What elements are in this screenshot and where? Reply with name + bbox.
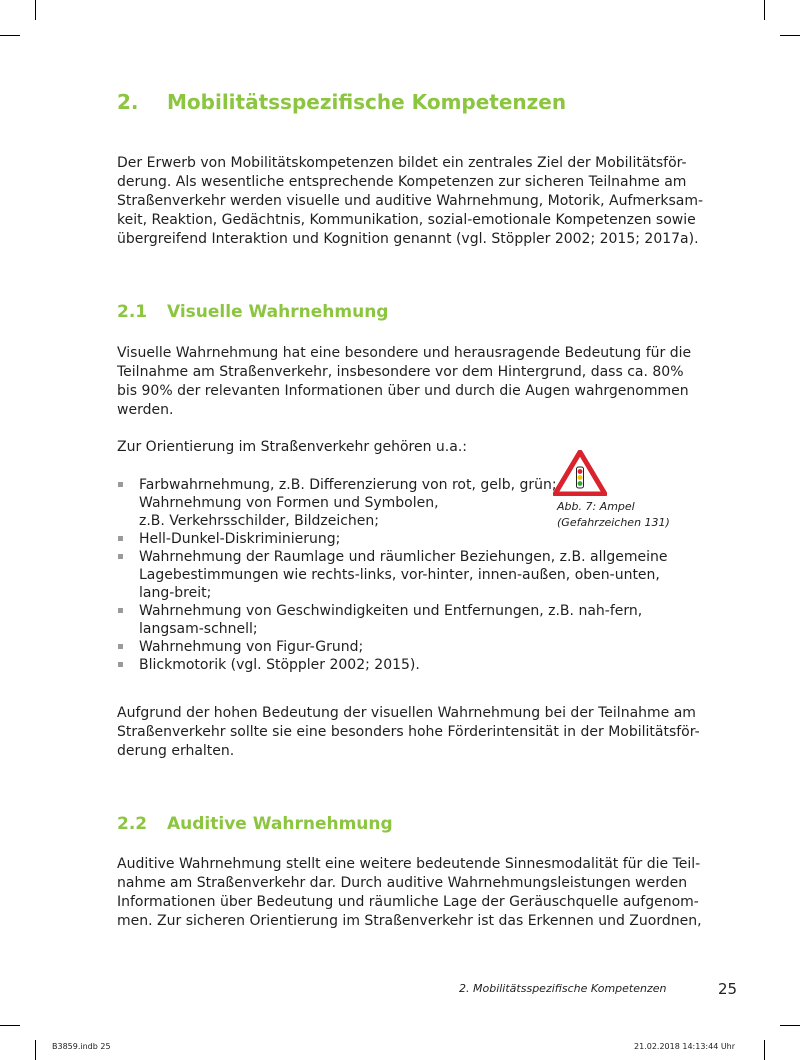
list-item — [117, 548, 666, 602]
chapter-title: Mobilitätsspezifische Kompetenzen — [167, 90, 567, 114]
crop-mark — [764, 1040, 765, 1060]
bullet-icon — [118, 482, 123, 487]
section-heading-2-2 — [117, 814, 393, 834]
figure-caption — [557, 499, 670, 531]
text-line: übergreifend Interaktion und Kognition genannt (vgl. Stöppler 2002; 2015; 2017a). — [117, 231, 699, 247]
page-number: 25 — [718, 980, 738, 998]
list-item — [117, 638, 666, 656]
text-line: Visuelle Wahrnehmung hat eine besondere und herausragende Bedeutung für die — [117, 345, 692, 361]
text-line: bis 90% der relevanten Informationen über und durch die Augen wahrgenommen — [117, 383, 689, 399]
section-number: 2.2 — [117, 814, 148, 834]
text-line: Lagebestimmungen wie rechts-links, vor-hinter, innen-außen, oben-unten, — [139, 567, 660, 583]
crop-mark — [780, 35, 800, 36]
auditive-paragraph — [117, 855, 702, 931]
text-line: Der Erwerb von Mobilitätskompetenzen bildet ein zentrales Ziel der Mobilitätsför- — [117, 155, 687, 171]
section-number: 2.1 — [117, 302, 148, 322]
text-line: lang-breit; — [139, 585, 212, 601]
text-line: Farbwahrnehmung, z.B. Differenzierung von rot, gelb, grün; — [139, 477, 557, 493]
bullet-icon — [118, 662, 123, 667]
section-title: Visuelle Wahrnehmung — [167, 302, 389, 322]
text-line: langsam-schnell; — [139, 621, 258, 637]
text-line: derung. Als wesentliche entsprechende Kompetenzen zur sicheren Teilnahme am — [117, 174, 687, 190]
text-line: z.B. Verkehrsschilder, Bildzeichen; — [139, 513, 380, 529]
running-head: 2. Mobilitätsspezifische Kompetenzen — [459, 982, 667, 995]
section-heading-2-1 — [117, 302, 388, 322]
bullet-icon — [118, 608, 123, 613]
crop-mark — [764, 0, 765, 20]
bullet-icon — [118, 644, 123, 649]
list-item — [117, 530, 666, 548]
text-line: Auditive Wahrnehmung stellt eine weitere bedeutende Sinnesmodalität für die Teil- — [117, 856, 701, 872]
text-line: Teilnahme am Straßenverkehr, insbesondere vor dem Hintergrund, dass ca. 80% — [117, 364, 684, 380]
text-line: Wahrnehmung der Raumlage und räumlicher Beziehungen, z.B. allgemeine — [139, 549, 668, 565]
crop-mark — [35, 0, 36, 20]
list-item — [117, 656, 666, 674]
intro-paragraph — [117, 154, 704, 249]
text-line: werden. — [117, 402, 174, 418]
text-line: men. Zur sicheren Orientierung im Straßenverkehr ist das Erkennen und Zuordnen, — [117, 913, 702, 929]
text-line: Informationen über Bedeutung und räumliche Lage der Geräuschquelle aufgenom- — [117, 894, 699, 910]
bullet-icon — [118, 554, 123, 559]
section-title: Auditive Wahrnehmung — [167, 814, 393, 834]
text-line: Aufgrund der hohen Bedeutung der visuellen Wahrnehmung bei der Teilnahme am — [117, 705, 696, 721]
caption-line: Abb. 7: Ampel — [557, 500, 635, 513]
print-slug-file: B3859.indb 25 — [52, 1042, 111, 1051]
crop-mark — [35, 1040, 36, 1060]
visual-paragraph-2 — [117, 704, 700, 761]
text-line: Wahrnehmung von Geschwindigkeiten und Entfernungen, z.B. nah-fern, — [139, 603, 643, 619]
text-line: Zur Orientierung im Straßenverkehr gehören u.a.: — [117, 439, 467, 455]
text-line: Straßenverkehr sollte sie eine besonders hohe Förderintensität in der Mobilitätsför- — [117, 724, 700, 740]
traffic-light-sign-icon — [553, 450, 607, 496]
chapter-number: 2. — [117, 90, 139, 114]
list-item — [117, 602, 666, 638]
bullet-icon — [118, 536, 123, 541]
print-slug-date: 21.02.2018 14:13:44 Uhr — [634, 1042, 736, 1051]
chapter-heading — [117, 90, 566, 114]
crop-mark — [0, 1025, 20, 1026]
text-line: Wahrnehmung von Figur-Grund; — [139, 639, 364, 655]
text-line: keit, Reaktion, Gedächtnis, Kommunikation, sozial-emotionale Kompetenzen sowie — [117, 212, 696, 228]
text-line: derung erhalten. — [117, 743, 235, 759]
caption-line: (Gefahrzeichen 131) — [557, 516, 670, 529]
text-line: Wahrnehmung von Formen und Symbolen, — [139, 495, 439, 511]
text-line: nahme am Straßenverkehr dar. Durch auditive Wahrnehmungsleistungen werden — [117, 875, 688, 891]
visual-paragraph-1 — [117, 344, 692, 420]
text-line: Hell-Dunkel-Diskriminierung; — [139, 531, 341, 547]
crop-mark — [780, 1025, 800, 1026]
text-line: Straßenverkehr werden visuelle und auditive Wahrnehmung, Motorik, Aufmerksam- — [117, 193, 704, 209]
text-line: Blickmotorik (vgl. Stöppler 2002; 2015). — [139, 657, 420, 673]
crop-mark — [0, 35, 20, 36]
